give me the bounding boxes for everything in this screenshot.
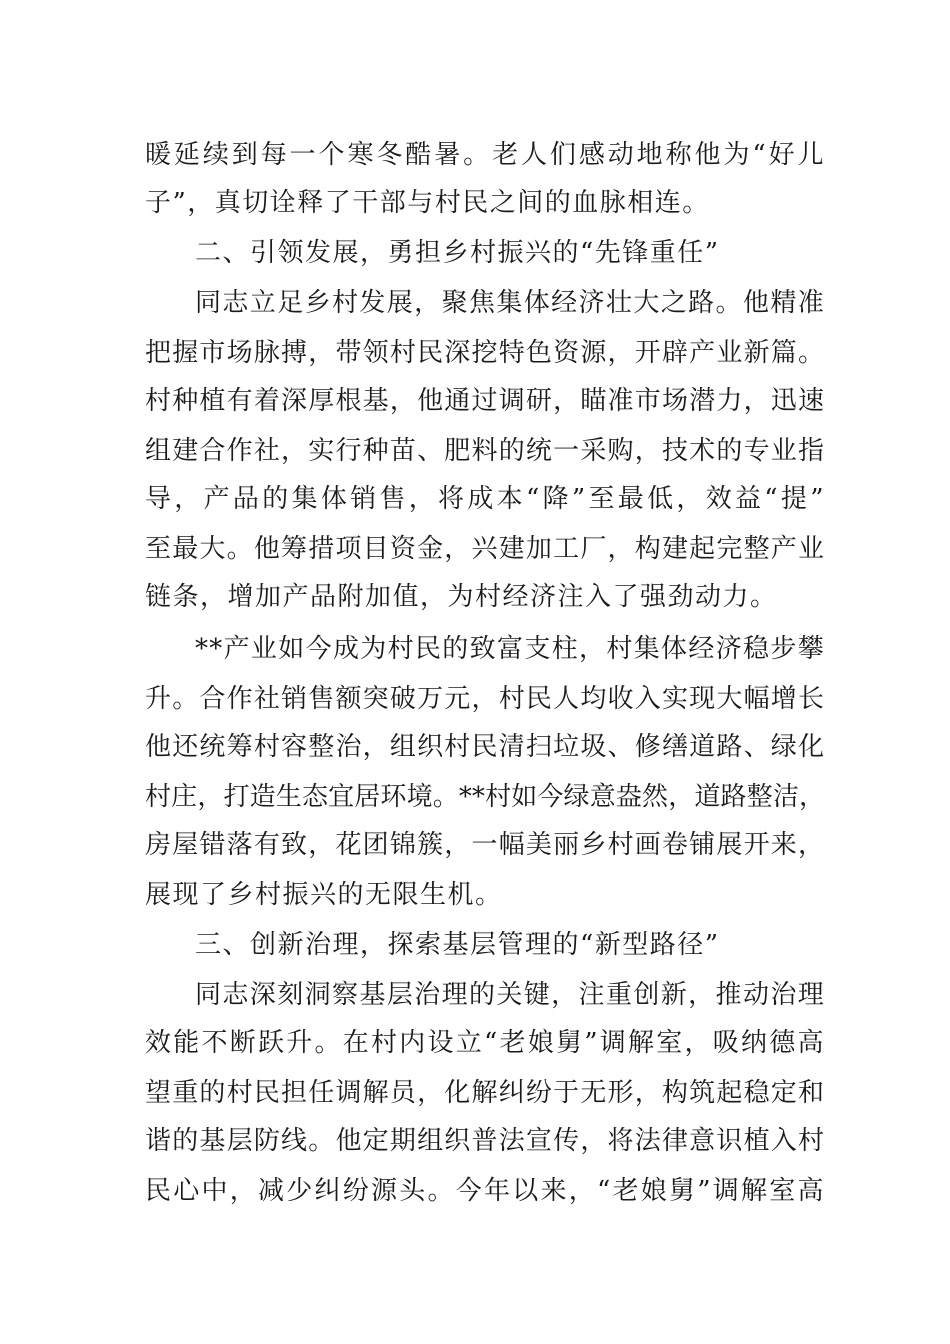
text-line: 望重的村民担任调解员，化解纠纷于无形，构筑起稳定和 [145,1078,825,1108]
section-heading: 二、引领发展，勇担乡村振兴的“先锋重任” [195,238,720,268]
text-line: 展现了乡村振兴的无限生机。 [145,880,503,910]
text-line: 把握市场脉搏，带领村民深挖特色资源，开辟产业新篇。 [145,338,825,368]
text-line: 房屋错落有致，花团锦簇，一幅美丽乡村画卷铺展开来， [145,830,825,860]
text-line: 暖延续到每一个寒冬酷暑。老人们感动地称他为“好儿 [145,140,825,170]
text-line: 村庄，打造生态宜居环境。**村如今绿意盎然，道路整洁， [145,782,825,812]
text-line: **产业如今成为村民的致富支柱，村集体经济稳步攀 [195,634,825,664]
text-line: 效能不断跃升。在村内设立“老娘舅”调解室，吸纳德高 [145,1028,825,1058]
text-line: 升。合作社销售额突破万元，村民人均收入实现大幅增长 [145,684,825,714]
text-line: 链条，增加产品附加值，为村经济注入了强劲动力。 [145,582,778,612]
text-line: 组建合作社，实行种苗、肥料的统一采购，技术的专业指 [145,436,825,466]
text-line: 同志立足乡村发展，聚焦集体经济壮大之路。他精准 [195,288,825,318]
text-line: 同志深刻洞察基层治理的关键，注重创新，推动治理 [195,980,825,1010]
text-line: 子”，真切诠释了干部与村民之间的血脉相连。 [145,188,710,218]
text-line: 导，产品的集体销售，将成本“降”至最低，效益“提” [145,484,825,514]
text-line: 民心中，减少纠纷源头。今年以来，“老娘舅”调解室高 [145,1176,825,1206]
section-heading: 三、创新治理，探索基层管理的“新型路径” [195,930,720,960]
text-line: 村种植有着深厚根基，他通过调研，瞄准市场潜力，迅速 [145,386,825,416]
text-line: 他还统筹村容整治，组织村民清扫垃圾、修缮道路、绿化 [145,732,825,762]
text-line: 谐的基层防线。他定期组织普法宣传，将法律意识植入村 [145,1126,825,1156]
text-line: 至最大。他筹措项目资金，兴建加工厂，构建起完整产业 [145,534,825,564]
